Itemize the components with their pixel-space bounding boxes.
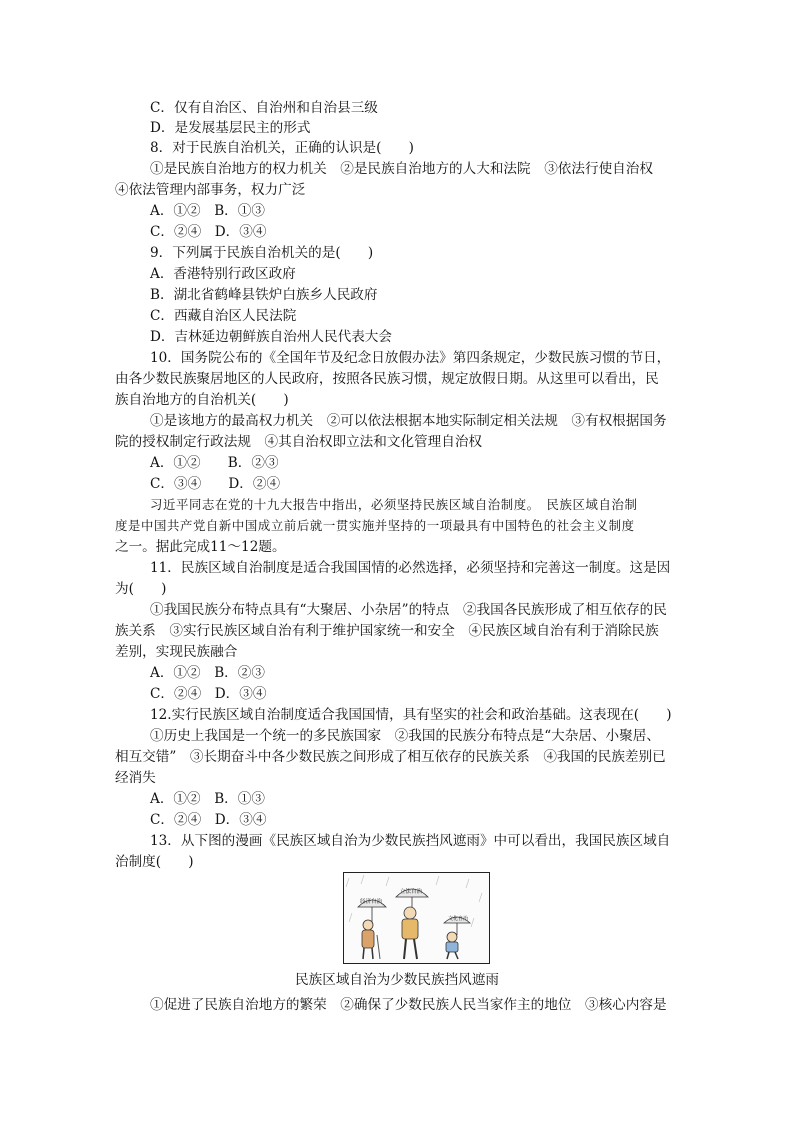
text-line: 经消失: [115, 770, 156, 786]
text-line: 13．从下图的漫画《民族区域自治为少数民族挡风遮雨》中可以看出，我国民族区域自: [150, 833, 671, 849]
text-line: 院的授权制定行政法规 ④其自治权即立法和文化管理自治权: [115, 434, 483, 450]
label-legislative-autonomy: 立法自治: [400, 889, 423, 895]
text-line: 12.实行民族区域自治制度适合我国国情，具有坚实的社会和政治基础。这表现在( ): [150, 707, 672, 723]
cartoon-drawing: [344, 873, 489, 963]
text-line: A．①② B．②③: [150, 455, 279, 471]
text-line: 11．民族区域自治制度是适合我国国情的必然选择，必须坚持和完善这一制度。这是因: [150, 560, 671, 576]
text-line: 族自治地方的自治机关( ): [115, 392, 289, 408]
text-line: D．吉林延边朝鲜族自治州人民代表大会: [150, 329, 392, 345]
label-cultural-autonomy: 文化自治: [448, 916, 469, 922]
text-line: C．仅有自治区、自治州和自治县三级: [150, 100, 378, 116]
text-line: ①我国民族分布特点具有“大聚居、小杂居”的特点 ②我国各民族形成了相互依存的民: [150, 602, 667, 618]
text-line: 之一。据此完成11～12题。: [115, 539, 286, 555]
text-line: ④依法管理内部事务，权力广泛: [115, 182, 306, 198]
text-line: ①是民族自治地方的权力机关 ②是民族自治地方的人大和法院 ③依法行使自治权: [150, 161, 653, 177]
text-line: A．①② B．①③: [150, 791, 265, 807]
figure-caption: 民族区域自治为少数民族挡风遮雨: [295, 972, 499, 988]
text-line: 相互交错” ③长期奋斗中各少数民族之间形成了相互依存的民族关系 ④我国的民族差别已: [115, 749, 666, 765]
text-line: 治制度( ): [115, 854, 194, 870]
text-line: A．①② B．①③: [150, 203, 265, 219]
text-line: A．香港特别行政区政府: [150, 266, 296, 282]
text-line: ①是该地方的最高权力机关 ②可以依法根据本地实际制定相关法规 ③有权根据国务: [150, 413, 667, 429]
text-line: 习近平同志在党的十九大报告中指出，必须坚持民族区域自治制度。 民族区域自治制: [150, 497, 638, 512]
label-economic-autonomy: 经济自治: [360, 899, 383, 905]
text-line: 差别，实现民族融合: [115, 644, 238, 660]
text-line: B．湖北省鹤峰县铁炉白族乡人民政府: [150, 287, 378, 303]
cartoon-illustration: [343, 872, 490, 964]
text-line: ①促进了民族自治地方的繁荣 ②确保了少数民族人民当家作主的地位 ③核心内容是: [150, 997, 667, 1013]
text-line: ①历史上我国是一个统一的多民族国家 ②我国的民族分布特点是“大杂居、小聚居、: [150, 728, 660, 744]
text-line: C．②④ D．③④: [150, 686, 267, 702]
text-line: 为( ): [115, 581, 167, 597]
text-line: C．③④ D．②④: [150, 476, 281, 492]
text-line: 由各少数民族聚居地区的人民政府，按照各民族习惯，规定放假日期。从这里可以看出，民: [115, 371, 659, 387]
text-line: 度是中国共产党自新中国成立前后就一贯实施并坚持的一项最具有中国特色的社会主义制度: [115, 518, 635, 533]
text-line: D．是发展基层民主的形式: [150, 120, 311, 136]
text-line: 10．国务院公布的《全国年节及纪念日放假办法》第四条规定，少数民族习惯的节日，: [150, 350, 671, 366]
text-line: C．②④ D．③④: [150, 812, 267, 828]
text-line: 8．对于民族自治机关，正确的认识是( ): [150, 140, 414, 156]
text-line: 族关系 ③实行民族区域自治有利于维护国家统一和安全 ④民族区域自治有利于消除民族: [115, 623, 659, 639]
text-line: A．①② B．②③: [150, 665, 265, 681]
text-line: C．②④ D．③④: [150, 224, 267, 240]
text-line: 9．下列属于民族自治机关的是( ): [150, 245, 374, 261]
text-line: C．西藏自治区人民法院: [150, 308, 297, 324]
